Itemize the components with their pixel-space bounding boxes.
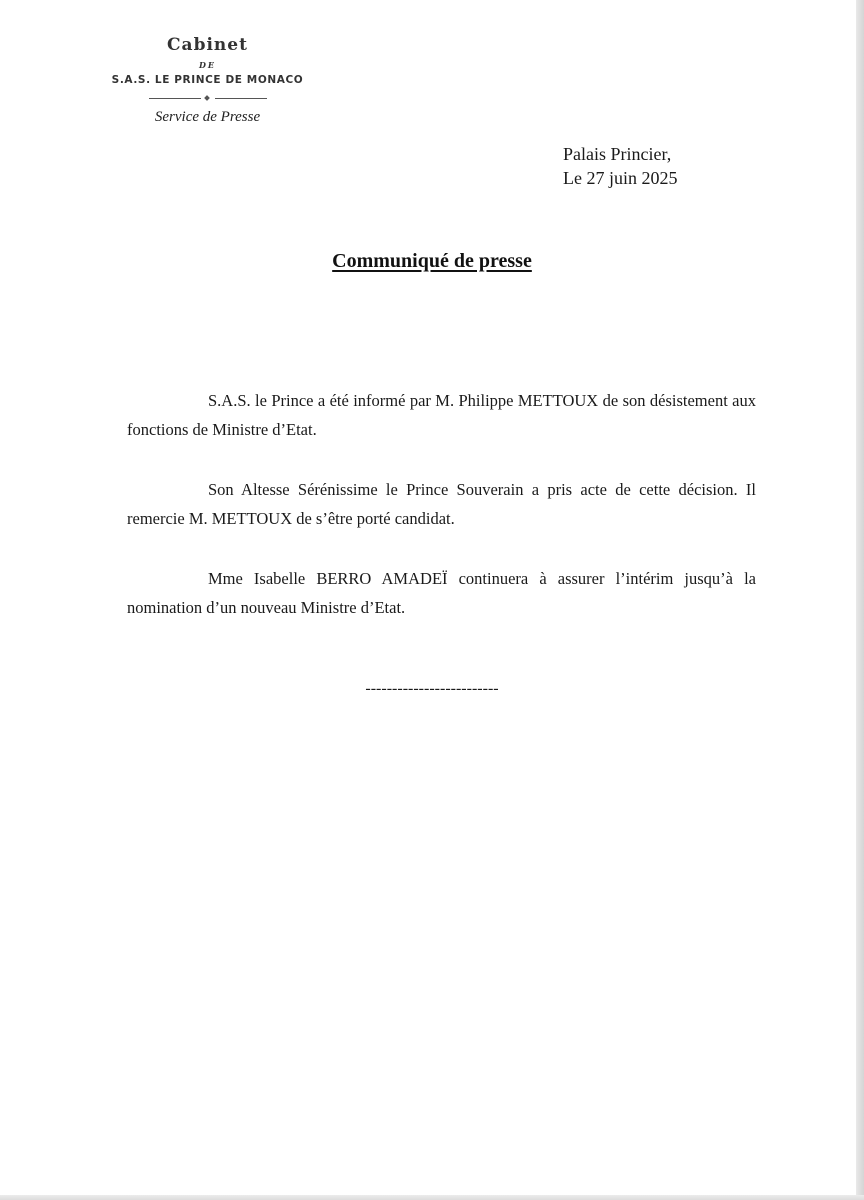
letterhead <box>100 32 315 126</box>
letterhead-service: Service de Presse <box>154 109 261 125</box>
body-text <box>127 386 756 653</box>
letterhead-de: DE <box>198 60 217 70</box>
place: Palais Princier, <box>563 144 672 164</box>
paragraph: Mme Isabelle BERRO AMADEÏ continuera à assurer l’intérim jusqu’à la nomination d’un nouveau Ministre d’Etat. <box>127 569 756 617</box>
letterhead-cabinet: Cabinet <box>167 35 248 55</box>
paragraph: S.A.S. le Prince a été informé par M. Philippe METTOUX de son désistement aux fonctions de Ministre d’Etat. <box>127 391 756 439</box>
place-date-block <box>563 142 678 190</box>
letterhead-prince: S.A.S. LE PRINCE DE MONACO <box>111 74 304 86</box>
date: Le 27 juin 2025 <box>563 168 678 188</box>
paragraph: Son Altesse Sérénissime le Prince Souverain a pris acte de cette décision. Il remercie M. METTOUX de s’être porté candidat. <box>127 480 756 528</box>
end-separator: ------------------------- <box>365 680 499 697</box>
page-title: Communiqué de presse <box>332 250 532 272</box>
page-edge-shadow <box>856 0 864 1200</box>
page-bottom-shadow <box>0 1195 864 1200</box>
letterhead-ornament-divider <box>149 96 267 102</box>
